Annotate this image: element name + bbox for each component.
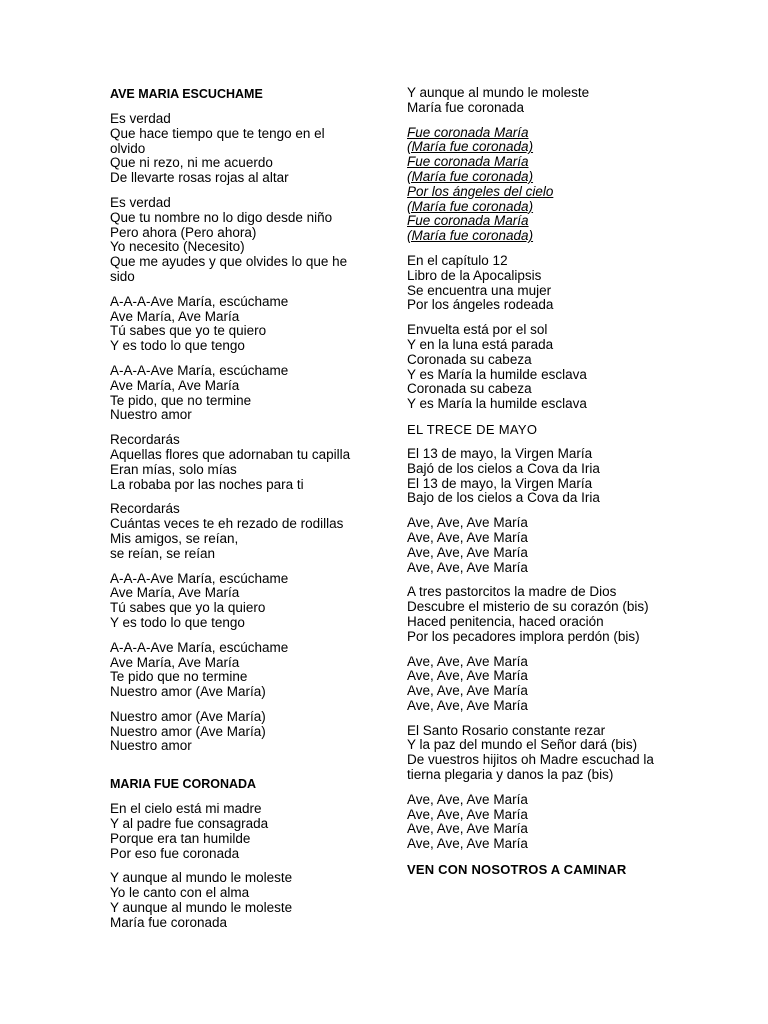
lyric-line: Descubre el misterio de su corazón (bis) [407,599,649,615]
lyric-line: (María fue coronada) [407,198,534,214]
stanza [110,502,380,561]
lyric-line: Pero ahora (Pero ahora) [110,224,257,240]
lyric-line: Fue coronada María [407,213,529,229]
lyric-line: Que hace tiempo que te tengo en el [110,125,325,141]
lyric-line: Te pido, que no termine [110,392,252,408]
song-lyrics [407,447,747,852]
lyric-line: Ave, Ave, Ave María [407,683,528,699]
lyric-line: Ave María, Ave María [110,585,240,601]
lyric-line: En el capítulo 12 [407,252,508,268]
lyric-line: A-A-A-Ave María, escúchame [110,362,289,378]
lyric-line: sido [110,268,135,284]
lyric-line: A-A-A-Ave María, escúchame [110,570,289,586]
lyric-line: Ave, Ave, Ave María [407,515,528,531]
lyric-line: La robaba por las noches para ti [110,476,304,492]
lyric-line: olvido [110,140,146,156]
lyric-line: (María fue coronada) [407,228,534,244]
lyric-line: Ave María, Ave María [110,377,240,393]
lyric-line: tierna plegaria y danos la paz (bis) [407,767,614,783]
lyric-line: De llevarte rosas rojas al altar [110,170,289,186]
lyric-line: Libro de la Apocalipsis [407,267,542,283]
lyric-line: Ave, Ave, Ave María [407,544,528,560]
lyric-line: A tres pastorcitos la madre de Dios [407,584,617,600]
lyric-line: De vuestros hijitos oh Madre escuchad la [407,752,654,768]
lyric-line: Y es todo lo que tengo [110,614,245,630]
lyric-line: Por los pecadores implora perdón (bis) [407,628,640,644]
lyric-line: Ave, Ave, Ave María [407,559,528,575]
stanza [110,802,380,861]
lyric-line: Mis amigos, se reían, [110,530,239,546]
lyric-line: Nuestro amor (Ave María) [110,708,266,724]
stanza [407,323,747,412]
lyric-line: Recordarás [110,432,180,448]
lyric-line: El 13 de mayo, la Virgen María [407,445,593,461]
lyric-line: Se encuentra una mujer [407,282,552,298]
lyric-line: Recordarás [110,501,180,517]
lyric-line: Y es todo lo que tengo [110,338,245,354]
lyric-line: Que me ayudes y que olvides lo que he [110,254,348,270]
song-title: EL TRECE DE MAYO [407,421,538,437]
lyric-line: Por eso fue coronada [110,845,240,861]
lyric-line: Es verdad [110,111,171,126]
lyric-line: Ave, Ave, Ave María [407,791,528,807]
lyric-line: Fue coronada María [407,154,529,170]
lyric-line: Bajó de los cielos a Cova da Iria [407,460,600,476]
lyric-line: Y aunque al mundo le moleste [110,900,293,916]
stanza [110,641,380,700]
lyric-line: Por los ángeles rodeada [407,297,554,313]
lyric-line: Ave, Ave, Ave María [407,821,528,837]
lyric-line: A-A-A-Ave María, escúchame [110,639,289,655]
lyric-line: Yo le canto con el alma [110,885,250,901]
stanza [110,433,380,492]
lyric-line: Coronada su cabeza [407,351,532,367]
lyric-line: Nuestro amor [110,738,192,754]
lyric-line: Cuántas veces te eh rezado de rodillas [110,516,344,532]
lyric-line: Y aunque al mundo le moleste [110,870,293,886]
lyric-line: Nuestro amor [110,407,192,423]
stanza [110,196,380,285]
stanza [110,295,380,354]
lyric-line: Y es María la humilde esclava [407,366,587,382]
song-title: MARIA FUE CORONADA [110,777,257,792]
lyric-line: Ave, Ave, Ave María [407,836,528,852]
lyric-line: Ave, Ave, Ave María [407,529,528,545]
lyric-line: Haced penitencia, haced oración [407,613,604,629]
stanza [407,516,747,575]
left-column [110,0,380,941]
stanza [110,572,380,631]
lyric-line: Y aunque al mundo le moleste [407,85,590,100]
lyric-line: Envuelta está por el sol [407,322,548,338]
lyric-line: Coronada su cabeza [407,381,532,397]
stanza [407,585,747,644]
lyric-line: Nuestro amor (Ave María) [110,684,266,700]
song-title: VEN CON NOSOTROS A CAMINAR [407,862,627,878]
lyric-line: (María fue coronada) [407,139,534,155]
lyric-line: El 13 de mayo, la Virgen María [407,475,593,491]
stanza [407,86,747,116]
lyric-line: Fue coronada María [407,124,529,140]
lyric-line: se reían, se reían [110,545,216,561]
song-title: AVE MARIA ESCUCHAME [110,87,263,101]
stanza [407,254,747,313]
stanza [407,126,747,244]
lyric-line: Nuestro amor (Ave María) [110,723,266,739]
lyric-line: Y la paz del mundo el Señor dará (bis) [407,737,638,753]
lyric-line: Y al padre fue consagrada [110,816,269,832]
song-lyrics-continued [407,86,747,412]
stanza [407,793,747,852]
lyric-line: Y en la luna está parada [407,336,554,352]
lyric-line: Eran mías, solo mías [110,461,237,477]
song-lyrics [110,802,380,930]
lyric-line: Ave María, Ave María [110,654,240,670]
lyric-line: A-A-A-Ave María, escúchame [110,293,289,309]
stanza [110,364,380,423]
lyric-line: Es verdad [110,194,171,210]
stanza [407,447,747,506]
lyric-line: Por los ángeles del cielo [407,183,554,199]
lyric-line: El Santo Rosario constante rezar [407,722,606,738]
lyric-line: Tú sabes que yo la quiero [110,600,266,616]
lyric-line: María fue coronada [110,914,228,930]
lyric-line: (María fue coronada) [407,168,534,184]
lyric-line: Aquellas flores que adornaban tu capilla [110,446,351,462]
right-column [407,0,747,877]
lyric-line: Que tu nombre no lo digo desde niño [110,209,333,225]
stanza [110,112,380,186]
stanza [110,871,380,930]
lyric-line: María fue coronada [407,99,525,115]
lyric-line: Que ni rezo, ni me acuerdo [110,155,273,171]
lyric-line: Y es María la humilde esclava [407,396,587,412]
lyric-line: Ave, Ave, Ave María [407,668,528,684]
stanza [110,710,380,754]
song-lyrics [110,112,380,754]
stanza [407,724,747,783]
lyric-line: Bajo de los cielos a Cova da Iria [407,490,600,506]
lyric-line: Te pido que no termine [110,669,248,685]
lyric-line: Ave, Ave, Ave María [407,697,528,713]
lyric-line: En el cielo está mi madre [110,801,262,817]
lyric-line: Porque era tan humilde [110,830,251,846]
lyric-line: Ave, Ave, Ave María [407,653,528,669]
lyric-line: Yo necesito (Necesito) [110,239,245,255]
stanza [407,655,747,714]
lyric-line: Ave, Ave, Ave María [407,806,528,822]
lyric-line: Ave María, Ave María [110,308,240,324]
lyric-line: Tú sabes que yo te quiero [110,323,267,339]
